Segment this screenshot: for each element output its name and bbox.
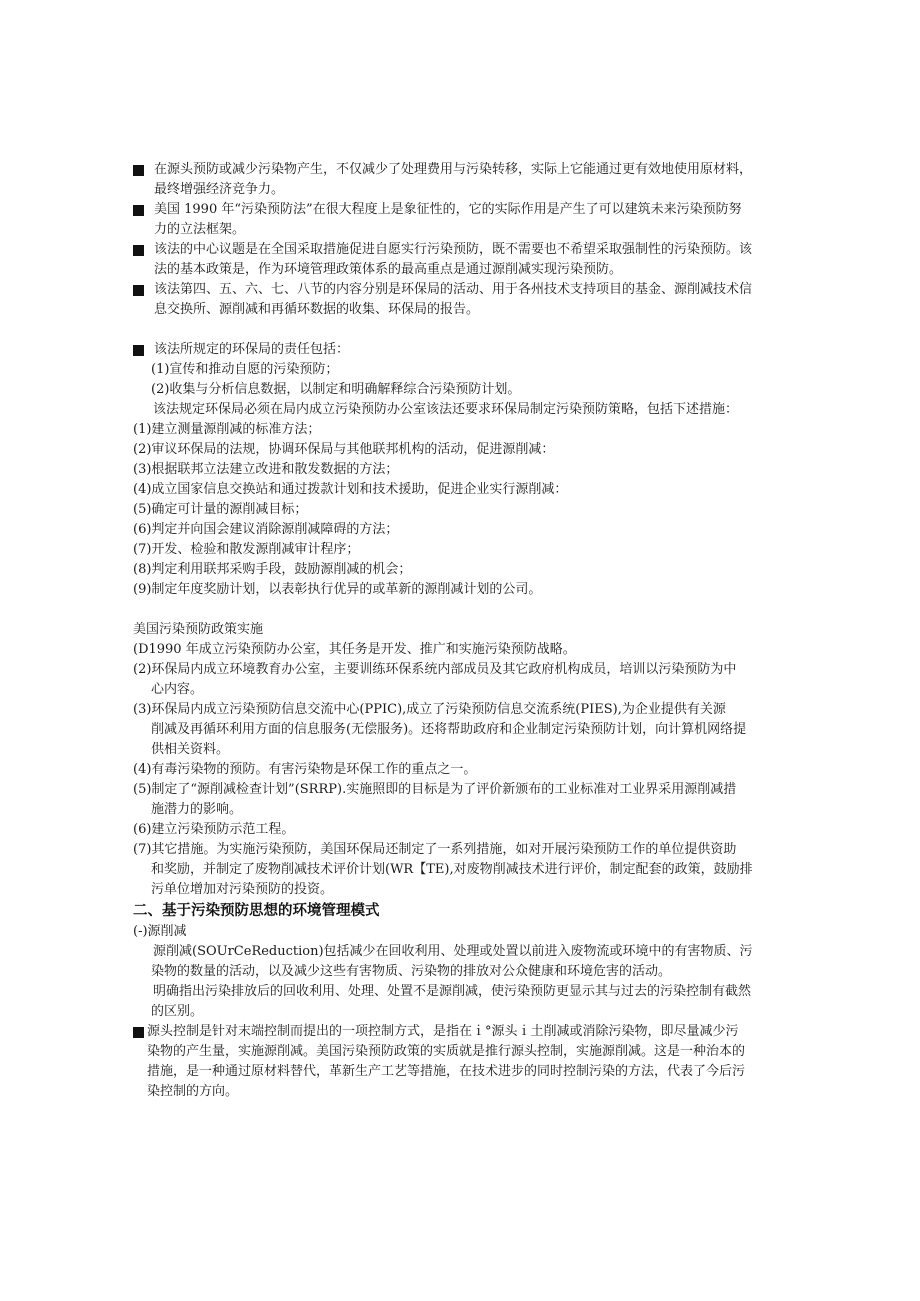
text-line: 染控制的方向。 [147, 1084, 239, 1099]
responsibility-item: (2)收集与分析信息数据，以制定和明确解释综合污染预防计划。 [151, 382, 521, 397]
responsibility-item: (1)宣传和推动自愿的污染预防； [151, 362, 339, 377]
text-line: 削减及再循环利用方面的信息服务(无偿服务)。还将帮助政府和企业制定污染预防计划，向计算机网络提 [151, 722, 747, 737]
measure-item: (4)成立国家信息交换站和通过拨款计划和技术援助，促进企业实行源削减： [133, 482, 568, 497]
text-line: 该法所规定的环保局的责任包括： [154, 342, 350, 357]
text-line: (3)环保局内成立污染预防信息交流中心(PPIC),成立了污染预防信息交流系统(PIES),为企业提供有关源 [133, 702, 726, 717]
text-line: (5)制定了“源削减检查计划”(SRRP).实施照即的目标是为了评价新颁布的工业标准对工业界采用源削减措 [133, 782, 737, 797]
bullet-epa-responsibilities [133, 340, 793, 360]
text-line: (D1990 年成立污染预防办公室，其任务是开发、推广和实施污染预防战略。 [133, 642, 576, 657]
text-line: 力的立法框架。 [154, 222, 246, 237]
text-line: 污单位增加对污染预防的投资。 [151, 882, 334, 897]
measure-item: (5)确定可计量的源削减目标； [133, 502, 308, 517]
text-line: 的区别。 [151, 1004, 204, 1019]
policy-title: 美国污染预防政策实施 [133, 622, 264, 637]
paragraph-source-reduction [133, 942, 793, 982]
document-body [133, 160, 793, 1102]
policy-item [133, 700, 793, 760]
text-line: 最终增强经济竞争力。 [154, 182, 285, 197]
policy-item [133, 660, 793, 700]
section-heading: 二、基于污染预防思想的环境管理模式 [133, 903, 380, 919]
square-bullet-icon [133, 205, 144, 216]
bullet-act-sections [133, 280, 793, 320]
measure-item: (2)审议环保局的法规，协调环保局与其他联邦机构的活动，促进源削减： [133, 442, 555, 457]
measure-item: (3)根据联邦立法建立改进和散发数据的方法； [133, 462, 399, 477]
square-bullet-icon [133, 1027, 144, 1038]
policy-item [133, 640, 793, 660]
square-bullet-icon [133, 245, 144, 256]
text-line: (7)其它措施。为实施污染预防，美国环保局还制定了一系列措施，如对开展污染预防工作的单位提供资助 [133, 842, 737, 857]
bullet-source-control [133, 1022, 793, 1102]
bullet-source-prevention [133, 160, 793, 200]
paragraph-distinction [133, 982, 793, 1022]
text-line: 法的基本政策是，作为环境管理政策体系的最高重点是通过源削减实现污染预防。 [154, 262, 623, 277]
bullet-central-issue [133, 240, 793, 280]
square-bullet-icon [133, 345, 144, 356]
spacer [133, 600, 793, 620]
text-line: 染物的产生量，实施源削减。美国污染预防政策的实质就是推行源头控制，实施源削减。这是一种治本的 [147, 1044, 746, 1059]
text-line: 供相关资料。 [151, 742, 230, 757]
measure-item: (8)判定利用联邦采购手段，鼓励源削减的机会； [133, 562, 412, 577]
text-line: 该法的中心议题是在全国采取措施促进自愿实行污染预防，既不需要也不希望采取强制性的污染预防。该 [154, 242, 753, 257]
text-line: 该法第四、五、六、七、八节的内容分别是环保局的活动、用于各州技术支持项目的基金、源削减技术信 [154, 282, 753, 297]
text-line: 和奖励，并制定了废物削减技术评价计划(WR【TE),对废物削减技术进行评价，制定配套的政策，鼓励排 [151, 862, 753, 877]
bullet-pollution-prevention-act [133, 200, 793, 240]
policy-item [133, 760, 793, 780]
text-line: 心内容。 [151, 682, 204, 697]
spacer [133, 320, 793, 340]
subsection-title: (-)源削减 [133, 924, 187, 939]
square-bullet-icon [133, 165, 144, 176]
policy-item [133, 840, 793, 900]
measure-item: (9)制定年度奖励计划，以表彰执行优异的或革新的源削减计划的公司。 [133, 582, 542, 597]
measure-item: (7)开发、检验和散发源削减审计程序； [133, 542, 360, 557]
text-line: 染物的数量的活动，以及减少这些有害物质、污染物的排放对公众健康和环境危害的活动。 [151, 964, 672, 979]
text-line: 源削减(SOUrCeReduction)包括减少在回收利用、处理或处置以前进入废物流或环境中的有害物质、污 [153, 944, 753, 959]
text-line: (4)有毒污染物的预防。有害污染物是环保工作的重点之一。 [133, 762, 477, 777]
square-bullet-icon [133, 285, 144, 296]
text-line: 在源头预防或减少污染物产生，不仅减少了处理费用与污染转移，实际上它能通过更有效地使用原材料， [154, 162, 753, 177]
measure-item: (6)判定并向国会建议消除源削减障碍的方法； [133, 522, 399, 537]
text-line: 施潜力的影响。 [151, 802, 243, 817]
text-line: 息交换所、源削减和再循环数据的收集、环保局的报告。 [154, 302, 480, 317]
text-line: (6)建立污染预防示范工程。 [133, 822, 295, 837]
measure-item: (1)建立测量源削减的标准方法； [133, 422, 321, 437]
policy-item [133, 820, 793, 840]
text-line: 源头控制是针对末端控制而提出的一项控制方式，是指在ｉ°源头ｉ土削减或消除污染物，即尽量减少污 [147, 1024, 739, 1039]
text-line: 明确指出污染排放后的回收利用、处理、处置不是源削减，使污染预防更显示其与过去的污染控制有截然 [153, 984, 752, 999]
policy-item [133, 780, 793, 820]
text-line: 美国 1990 年“污染预防法”在很大程度上是象征性的，它的实际作用是产生了可以建筑未来污染预防努 [154, 202, 742, 217]
strategy-intro: 该法规定环保局必须在局内成立污染预防办公室该法还要求环保局制定污染预防策略，包括下述措施： [153, 402, 739, 417]
text-line: 措施，是一种通过原材料替代，革新生产工艺等措施，在技术进步的同时控制污染的方法，代表了今后污 [147, 1064, 746, 1079]
text-line: (2)环保局内成立环境教育办公室，主要训练环保系统内部成员及其它政府机构成员，培训以污染预防为中 [133, 662, 737, 677]
